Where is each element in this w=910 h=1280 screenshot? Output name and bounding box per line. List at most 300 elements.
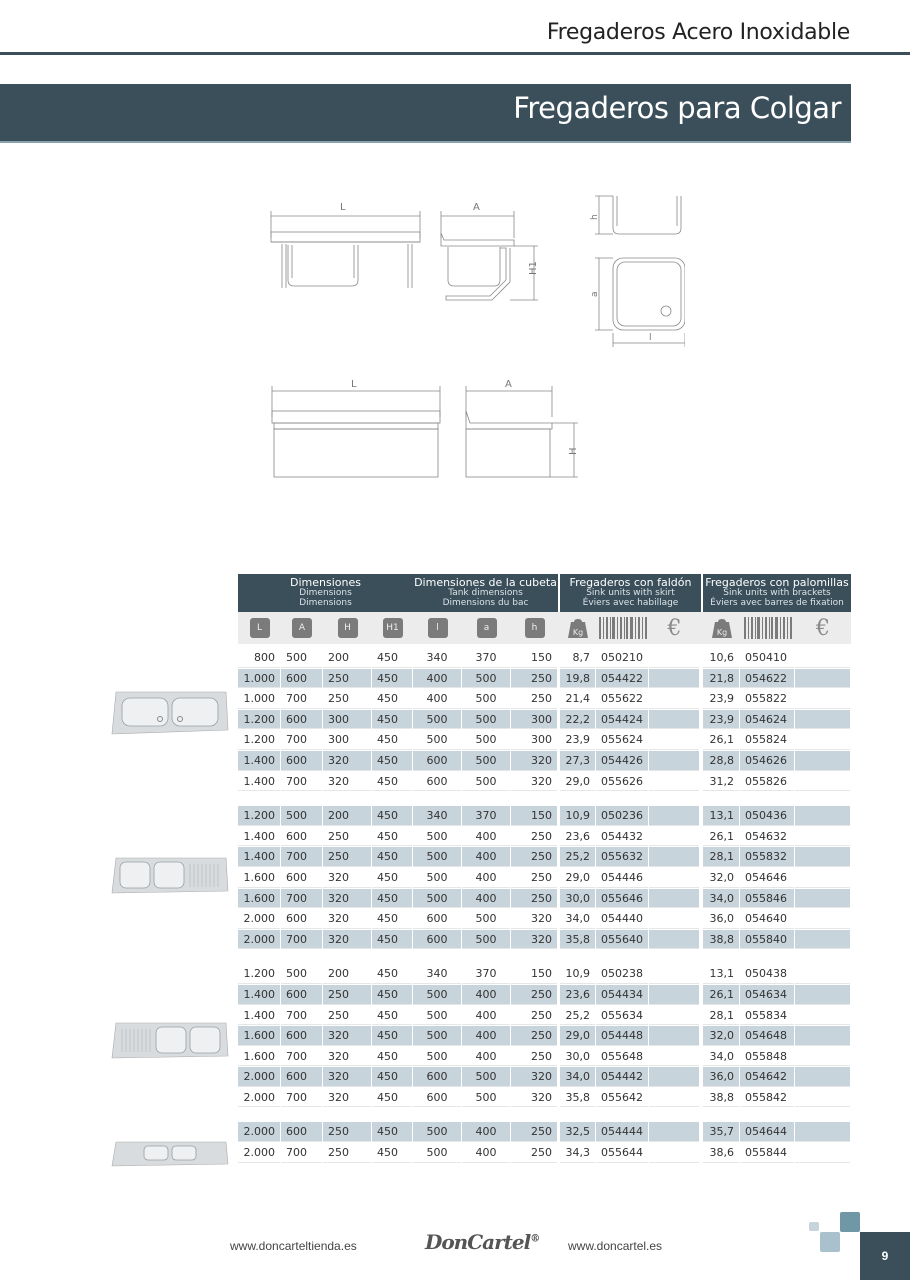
- cell-length: 1.400: [238, 751, 280, 771]
- page-title: Fregaderos para Colgar: [513, 91, 841, 125]
- cell-bracket-price: [795, 648, 850, 668]
- cell-bracket-code: 054646: [740, 868, 794, 888]
- cell-depth: 600: [281, 1026, 322, 1046]
- svg-text:a: a: [590, 291, 600, 297]
- cell-skirt-price: [649, 964, 699, 984]
- cell-bracket-code: 054640: [740, 909, 794, 929]
- cell-skirt-weight: 32,5: [560, 1122, 595, 1142]
- table-row: [238, 669, 851, 690]
- cell-tank-length: 500: [413, 1026, 461, 1046]
- cell-bracket-price: [795, 827, 850, 847]
- cell-depth: 700: [281, 689, 322, 709]
- cell-skirt-code: 054426: [596, 751, 648, 771]
- cell-skirt-price: [649, 868, 699, 888]
- cell-bracket-weight: 13,1: [703, 806, 739, 826]
- cell-skirt-code: 054422: [596, 669, 648, 689]
- badge-tank-height: h: [525, 618, 545, 638]
- cell-tank-height: 250: [511, 1006, 557, 1026]
- cell-skirt-code: 055624: [596, 730, 648, 750]
- cell-skirt-price: [649, 648, 699, 668]
- cell-skirt-weight: 25,2: [560, 1006, 595, 1026]
- cell-length: 1.200: [238, 806, 280, 826]
- badge-height-h1: H1: [383, 618, 403, 638]
- group-dimensions: Dimensiones Dimensions Dimensions: [238, 574, 413, 612]
- cell-bracket-price: [795, 772, 850, 792]
- cell-length: 2.000: [238, 1143, 280, 1163]
- cell-height: 200: [323, 964, 371, 984]
- svg-text:L: L: [340, 202, 346, 213]
- cell-height-h1: 450: [372, 710, 412, 730]
- cell-depth: 700: [281, 1047, 322, 1067]
- cell-length: 1.600: [238, 1026, 280, 1046]
- svg-text:h: h: [590, 214, 600, 220]
- cell-skirt-weight: 23,6: [560, 985, 595, 1005]
- cell-tank-length: 500: [413, 868, 461, 888]
- table-row: [238, 1067, 851, 1088]
- cell-skirt-code: 054434: [596, 985, 648, 1005]
- cell-bracket-code: 055832: [740, 847, 794, 867]
- cell-skirt-weight: 10,9: [560, 964, 595, 984]
- cell-height: 250: [323, 669, 371, 689]
- cell-height: 200: [323, 806, 371, 826]
- cell-tank-height: 250: [511, 1047, 557, 1067]
- cell-height: 320: [323, 772, 371, 792]
- cell-tank-length: 600: [413, 930, 461, 950]
- cell-skirt-weight: 19,8: [560, 669, 595, 689]
- cell-tank-height: 250: [511, 985, 557, 1005]
- cell-depth: 700: [281, 1088, 322, 1108]
- column-icon-row: [238, 612, 851, 644]
- cell-skirt-weight: 35,8: [560, 1088, 595, 1108]
- table-row: [238, 1026, 851, 1047]
- cell-length: 1.200: [238, 710, 280, 730]
- cell-bracket-price: [795, 730, 850, 750]
- decor-square: [840, 1212, 860, 1232]
- cell-tank-height: 250: [511, 847, 557, 867]
- cell-tank-depth: 500: [462, 730, 510, 750]
- table-row: [238, 806, 851, 827]
- cell-height-h1: 450: [372, 930, 412, 950]
- badge-tank-length: l: [428, 618, 448, 638]
- cell-bracket-weight: 36,0: [703, 1067, 739, 1087]
- cell-tank-height: 320: [511, 930, 557, 950]
- cell-tank-length: 500: [413, 827, 461, 847]
- cell-bracket-code: 050438: [740, 964, 794, 984]
- cell-depth: 600: [281, 985, 322, 1005]
- cell-bracket-weight: 34,0: [703, 889, 739, 909]
- cell-bracket-code: 055826: [740, 772, 794, 792]
- cell-tank-length: 600: [413, 772, 461, 792]
- barcode-icon: [740, 612, 795, 644]
- cell-height-h1: 450: [372, 868, 412, 888]
- cell-depth: 700: [281, 772, 322, 792]
- cell-skirt-code: 055634: [596, 1006, 648, 1026]
- cell-bracket-price: [795, 1006, 850, 1026]
- table-row: [238, 1122, 851, 1143]
- table-row: [238, 827, 851, 848]
- table-row: [238, 1143, 851, 1164]
- group-skirt-units: Fregaderos con faldón Sink units with skirt Éviers avec habillage: [560, 574, 701, 612]
- cell-skirt-price: [649, 827, 699, 847]
- svg-text:H1: H1: [528, 261, 539, 275]
- cell-skirt-weight: 34,0: [560, 909, 595, 929]
- cell-length: 1.200: [238, 964, 280, 984]
- cell-tank-length: 500: [413, 1143, 461, 1163]
- cell-height: 320: [323, 1047, 371, 1067]
- svg-text:Kg: Kg: [572, 628, 584, 637]
- cell-tank-height: 250: [511, 889, 557, 909]
- cell-bracket-code: 054648: [740, 1026, 794, 1046]
- cell-skirt-code: 055626: [596, 772, 648, 792]
- cell-skirt-price: [649, 710, 699, 730]
- cell-bracket-price: [795, 1026, 850, 1046]
- cell-height-h1: 450: [372, 648, 412, 668]
- cell-bracket-weight: 36,0: [703, 909, 739, 929]
- cell-bracket-weight: 28,1: [703, 1006, 739, 1026]
- cell-tank-height: 250: [511, 868, 557, 888]
- cell-bracket-code: 055822: [740, 689, 794, 709]
- cell-depth: 600: [281, 1067, 322, 1087]
- decor-square: [820, 1232, 840, 1252]
- cell-bracket-weight: 23,9: [703, 689, 739, 709]
- cell-tank-height: 320: [511, 772, 557, 792]
- cell-depth: 700: [281, 1006, 322, 1026]
- cell-tank-height: 250: [511, 827, 557, 847]
- cell-skirt-weight: 29,0: [560, 1026, 595, 1046]
- cell-bracket-price: [795, 889, 850, 909]
- cell-skirt-code: 055632: [596, 847, 648, 867]
- cell-bracket-price: [795, 1088, 850, 1108]
- cell-skirt-code: 055648: [596, 1047, 648, 1067]
- svg-text:H: H: [568, 447, 579, 455]
- cell-height: 200: [323, 648, 371, 668]
- product-image-double-bowl-left-drainer: [110, 1020, 230, 1062]
- cell-length: 1.600: [238, 1047, 280, 1067]
- cell-height-h1: 450: [372, 909, 412, 929]
- cell-bracket-code: 055824: [740, 730, 794, 750]
- drawing-skirt-front: [268, 375, 443, 485]
- cell-skirt-weight: 35,8: [560, 930, 595, 950]
- cell-bracket-code: 055844: [740, 1143, 794, 1163]
- cell-skirt-price: [649, 1026, 699, 1046]
- cell-height: 250: [323, 827, 371, 847]
- cell-tank-height: 300: [511, 710, 557, 730]
- cell-skirt-code: 055640: [596, 930, 648, 950]
- cell-tank-depth: 400: [462, 868, 510, 888]
- cell-height: 250: [323, 847, 371, 867]
- cell-bracket-weight: 13,1: [703, 964, 739, 984]
- drawing-tank-top: [585, 255, 685, 350]
- cell-tank-depth: 400: [462, 985, 510, 1005]
- cell-height-h1: 450: [372, 1047, 412, 1067]
- cell-bracket-code: 054634: [740, 985, 794, 1005]
- cell-height: 320: [323, 1026, 371, 1046]
- barcode-icon: [596, 612, 649, 644]
- cell-length: 1.400: [238, 985, 280, 1005]
- table-row: [238, 1088, 851, 1109]
- cell-tank-length: 340: [413, 648, 461, 668]
- svg-text:Kg: Kg: [716, 628, 727, 637]
- site-url-link[interactable]: www.doncartel.es: [568, 1239, 663, 1253]
- cell-tank-height: 250: [511, 1122, 557, 1142]
- decor-square: [809, 1222, 819, 1231]
- cell-length: 1.600: [238, 868, 280, 888]
- cell-height: 320: [323, 1088, 371, 1108]
- cell-tank-depth: 400: [462, 1143, 510, 1163]
- drawing-bracket-side: [438, 200, 548, 305]
- cell-tank-height: 250: [511, 1143, 557, 1163]
- cell-skirt-price: [649, 689, 699, 709]
- cell-depth: 500: [281, 648, 322, 668]
- cell-skirt-code: 054432: [596, 827, 648, 847]
- cell-tank-height: 250: [511, 689, 557, 709]
- cell-skirt-code: 055642: [596, 1088, 648, 1108]
- cell-skirt-weight: 25,2: [560, 847, 595, 867]
- cell-height: 320: [323, 930, 371, 950]
- cell-bracket-weight: 35,7: [703, 1122, 739, 1142]
- spec-table: [238, 574, 851, 1164]
- table-section-double-bowl-sink-left-drainer: [238, 964, 851, 1108]
- cell-length: 2.000: [238, 1122, 280, 1142]
- euro-icon: €: [667, 615, 682, 641]
- cell-height-h1: 450: [372, 1088, 412, 1108]
- cell-tank-depth: 400: [462, 847, 510, 867]
- cell-height-h1: 450: [372, 827, 412, 847]
- cell-height-h1: 450: [372, 889, 412, 909]
- cell-skirt-code: 054424: [596, 710, 648, 730]
- cell-bracket-weight: 28,8: [703, 751, 739, 771]
- cell-depth: 700: [281, 730, 322, 750]
- cell-length: 1.000: [238, 689, 280, 709]
- table-group-header: [238, 574, 851, 612]
- cell-height: 320: [323, 751, 371, 771]
- cell-length: 1.000: [238, 669, 280, 689]
- cell-height-h1: 450: [372, 1122, 412, 1142]
- cell-skirt-price: [649, 930, 699, 950]
- cell-skirt-weight: 8,7: [560, 648, 595, 668]
- cell-height: 300: [323, 710, 371, 730]
- cell-bracket-price: [795, 710, 850, 730]
- cell-skirt-price: [649, 1088, 699, 1108]
- cell-skirt-weight: 29,0: [560, 772, 595, 792]
- cell-bracket-price: [795, 669, 850, 689]
- cell-depth: 600: [281, 868, 322, 888]
- cell-bracket-weight: 38,6: [703, 1143, 739, 1163]
- cell-bracket-code: 054626: [740, 751, 794, 771]
- cell-bracket-code: 055846: [740, 889, 794, 909]
- header-divider: [0, 52, 910, 55]
- cell-bracket-price: [795, 847, 850, 867]
- cell-skirt-code: 055644: [596, 1143, 648, 1163]
- cell-tank-length: 340: [413, 964, 461, 984]
- table-section-double-bowl-sink-right-drainer: [238, 806, 851, 950]
- cell-length: 2.000: [238, 1067, 280, 1087]
- cell-tank-depth: 400: [462, 889, 510, 909]
- table-row: [238, 710, 851, 731]
- cell-depth: 600: [281, 751, 322, 771]
- cell-skirt-code: 054448: [596, 1026, 648, 1046]
- cell-depth: 700: [281, 1143, 322, 1163]
- cell-height: 320: [323, 889, 371, 909]
- cell-height: 250: [323, 1122, 371, 1142]
- cell-bracket-price: [795, 1122, 850, 1142]
- cell-height-h1: 450: [372, 985, 412, 1005]
- cell-tank-length: 400: [413, 669, 461, 689]
- cell-skirt-code: 050238: [596, 964, 648, 984]
- cell-bracket-code: 050410: [740, 648, 794, 668]
- cell-length: 800: [238, 648, 280, 668]
- cell-tank-depth: 500: [462, 1067, 510, 1087]
- cell-skirt-price: [649, 751, 699, 771]
- cell-skirt-weight: 21,4: [560, 689, 595, 709]
- table-section-double-bowl-sink-two-drainers: [238, 1122, 851, 1163]
- cell-skirt-price: [649, 1122, 699, 1142]
- cell-length: 1.200: [238, 730, 280, 750]
- drawing-tank-section: [585, 188, 685, 240]
- cell-height-h1: 450: [372, 1143, 412, 1163]
- cell-tank-depth: 500: [462, 669, 510, 689]
- cell-bracket-code: 054622: [740, 669, 794, 689]
- cell-tank-depth: 370: [462, 648, 510, 668]
- table-row: [238, 772, 851, 793]
- cell-skirt-price: [649, 1067, 699, 1087]
- cell-bracket-code: 054644: [740, 1122, 794, 1142]
- cell-skirt-weight: 34,0: [560, 1067, 595, 1087]
- cell-length: 2.000: [238, 1088, 280, 1108]
- cell-tank-length: 340: [413, 806, 461, 826]
- cell-tank-height: 320: [511, 909, 557, 929]
- group-bracket-units: Fregaderos con palomillas Sink units with brackets Éviers avec barres de fixation: [703, 574, 851, 612]
- brand-logo: DonCartel®: [425, 1230, 540, 1254]
- cell-height: 300: [323, 730, 371, 750]
- cell-height-h1: 450: [372, 847, 412, 867]
- cell-tank-length: 500: [413, 847, 461, 867]
- cell-tank-length: 500: [413, 710, 461, 730]
- cell-skirt-price: [649, 1047, 699, 1067]
- cell-depth: 600: [281, 669, 322, 689]
- badge-depth: A: [292, 618, 312, 638]
- cell-depth: 600: [281, 1122, 322, 1142]
- table-row: [238, 868, 851, 889]
- cell-depth: 600: [281, 710, 322, 730]
- cell-skirt-code: 055646: [596, 889, 648, 909]
- page-title-banner: [0, 84, 851, 143]
- cell-length: 1.600: [238, 889, 280, 909]
- cell-tank-height: 320: [511, 751, 557, 771]
- cell-bracket-code: 055840: [740, 930, 794, 950]
- cell-tank-length: 500: [413, 1006, 461, 1026]
- table-row: [238, 909, 851, 930]
- table-row: [238, 930, 851, 951]
- cell-tank-depth: 500: [462, 1088, 510, 1108]
- cell-tank-height: 250: [511, 1026, 557, 1046]
- cell-skirt-price: [649, 669, 699, 689]
- cell-bracket-code: 055842: [740, 1088, 794, 1108]
- badge-tank-depth: a: [477, 618, 497, 638]
- product-image-double-bowl: [110, 688, 230, 738]
- table-body: [238, 648, 851, 1164]
- cell-bracket-code: 054632: [740, 827, 794, 847]
- cell-bracket-price: [795, 868, 850, 888]
- cell-tank-depth: 400: [462, 1006, 510, 1026]
- svg-text:L: L: [351, 379, 357, 390]
- table-row: [238, 889, 851, 910]
- cell-tank-depth: 500: [462, 930, 510, 950]
- cell-skirt-code: 054442: [596, 1067, 648, 1087]
- badge-height: H: [338, 618, 358, 638]
- cell-bracket-price: [795, 909, 850, 929]
- cell-tank-height: 150: [511, 964, 557, 984]
- euro-icon: €: [816, 615, 830, 641]
- cell-skirt-price: [649, 772, 699, 792]
- cell-bracket-price: [795, 964, 850, 984]
- cell-skirt-weight: 23,6: [560, 827, 595, 847]
- cell-bracket-weight: 26,1: [703, 730, 739, 750]
- cell-height-h1: 450: [372, 1026, 412, 1046]
- cell-tank-length: 500: [413, 889, 461, 909]
- table-row: [238, 648, 851, 669]
- section-title: Fregaderos Acero Inoxidable: [546, 20, 850, 45]
- cell-height: 320: [323, 1067, 371, 1087]
- cell-bracket-weight: 23,9: [703, 710, 739, 730]
- table-row: [238, 730, 851, 751]
- cell-skirt-weight: 34,3: [560, 1143, 595, 1163]
- cell-bracket-code: 055834: [740, 1006, 794, 1026]
- cell-depth: 700: [281, 847, 322, 867]
- cell-height: 250: [323, 1006, 371, 1026]
- cell-skirt-price: [649, 730, 699, 750]
- cell-tank-depth: 400: [462, 1122, 510, 1142]
- cell-tank-height: 250: [511, 669, 557, 689]
- cell-height-h1: 450: [372, 772, 412, 792]
- cell-skirt-price: [649, 847, 699, 867]
- cell-bracket-weight: 38,8: [703, 1088, 739, 1108]
- cell-depth: 500: [281, 964, 322, 984]
- cell-tank-height: 150: [511, 806, 557, 826]
- cell-height: 320: [323, 909, 371, 929]
- cell-bracket-price: [795, 1047, 850, 1067]
- cell-bracket-weight: 10,6: [703, 648, 739, 668]
- cell-skirt-code: 054444: [596, 1122, 648, 1142]
- cell-length: 1.400: [238, 847, 280, 867]
- table-row: [238, 847, 851, 868]
- svg-text:l: l: [649, 333, 652, 343]
- cell-skirt-code: 050236: [596, 806, 648, 826]
- cell-height-h1: 450: [372, 806, 412, 826]
- cell-height: 250: [323, 689, 371, 709]
- cell-height-h1: 450: [372, 669, 412, 689]
- page-number: 9: [860, 1232, 910, 1280]
- cell-height: 250: [323, 985, 371, 1005]
- cell-length: 1.400: [238, 1006, 280, 1026]
- cell-skirt-weight: 23,9: [560, 730, 595, 750]
- cell-height-h1: 450: [372, 751, 412, 771]
- cell-bracket-code: 050436: [740, 806, 794, 826]
- cell-depth: 600: [281, 827, 322, 847]
- cell-skirt-code: 054440: [596, 909, 648, 929]
- cell-bracket-price: [795, 930, 850, 950]
- cell-length: 1.400: [238, 772, 280, 792]
- cell-skirt-code: 054446: [596, 868, 648, 888]
- table-row: [238, 1047, 851, 1068]
- cell-skirt-weight: 29,0: [560, 868, 595, 888]
- cell-skirt-price: [649, 806, 699, 826]
- cell-skirt-price: [649, 909, 699, 929]
- shop-url-link[interactable]: www.doncarteltienda.es: [230, 1239, 357, 1253]
- cell-bracket-price: [795, 806, 850, 826]
- cell-tank-depth: 500: [462, 710, 510, 730]
- badge-length: L: [250, 618, 270, 638]
